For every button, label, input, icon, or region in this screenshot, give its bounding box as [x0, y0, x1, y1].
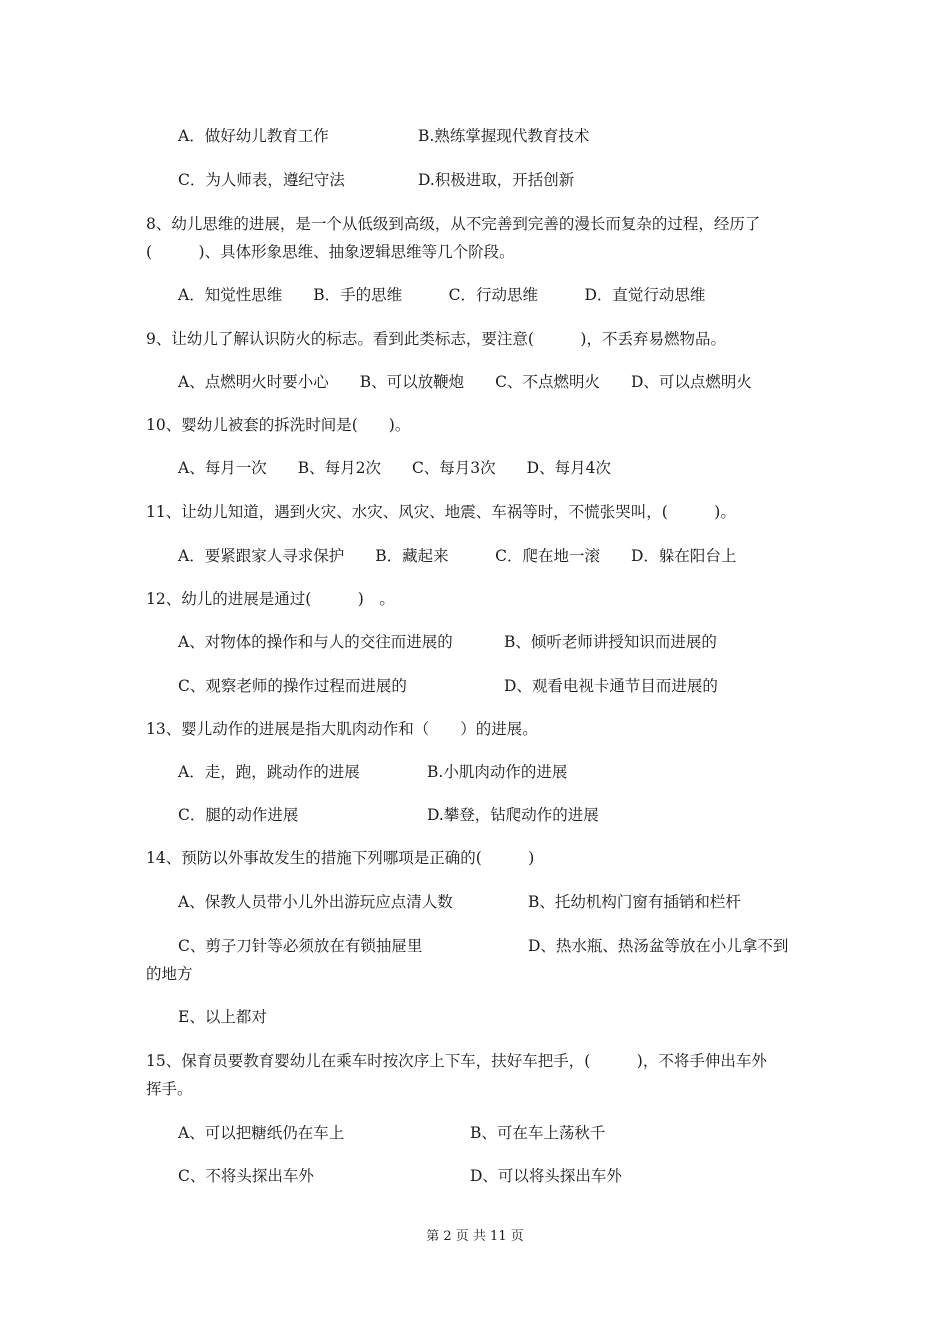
option-line: A、可以把糖纸仍在车上 [178, 1124, 345, 1142]
question-line: 的地方 [146, 965, 193, 983]
option-line: C．腿的动作进展 [178, 806, 299, 824]
option-line: A、对物体的操作和与人的交往而进展的 [178, 633, 453, 651]
page-footer: 第 2 页 共 11 页 [426, 1229, 524, 1244]
option-line: E、以上都对 [178, 1008, 267, 1026]
option-line-col2: D、热水瓶、热汤盆等放在小儿拿不到 [528, 937, 789, 955]
question-line: 10、婴幼儿被套的拆洗时间是( )。 [146, 416, 411, 434]
question-line: ( )、具体形象思维、抽象逻辑思维等几个阶段。 [146, 243, 515, 261]
option-line: A．做好幼儿教育工作 [178, 127, 329, 145]
option-line-col2: B、托幼机构门窗有插销和栏杆 [528, 893, 741, 911]
question-line: 12、幼儿的进展是通过( ) 。 [146, 590, 395, 608]
question-line: 9、让幼儿了解认识防火的标志。看到此类标志，要注意( )，不丢弃易燃物品。 [146, 330, 726, 348]
option-line: A．要紧跟家人寻求保护 B．藏起来 C．爬在地一滚 D．躲在阳台上 [178, 547, 737, 565]
option-line: C、不将头探出车外 [178, 1167, 314, 1185]
question-line: 14、预防以外事故发生的措施下列哪项是正确的( ) [146, 849, 535, 867]
question-line: 13、婴儿动作的进展是指大肌肉动作和（ ）的进展。 [146, 720, 538, 738]
question-line: 11、让幼儿知道，遇到火灾、水灾、风灾、地震、车祸等时，不慌张哭叫，( )。 [146, 503, 736, 521]
option-line: A．知觉性思维 B．手的思维 C．行动思维 D．直觉行动思维 [178, 286, 706, 304]
option-line-col2: D、可以将头探出车外 [470, 1167, 622, 1185]
option-line: A．走，跑，跳动作的进展 [178, 763, 360, 781]
option-line: C、剪子刀针等必须放在有锁抽屉里 [178, 937, 423, 955]
option-line-col2: D.攀登，钻爬动作的进展 [427, 806, 599, 824]
option-line-col2: D.积极进取，开括创新 [418, 171, 575, 189]
option-line: C．为人师表，遵纪守法 [178, 171, 345, 189]
option-line: A、点燃明火时要小心 B、可以放鞭炮 C、不点燃明火 D、可以点燃明火 [178, 373, 752, 391]
question-line: 8、幼儿思维的进展，是一个从低级到高级，从不完善到完善的漫长而复杂的过程，经历了 [146, 215, 761, 233]
option-line: A、保教人员带小儿外出游玩应点清人数 [178, 893, 453, 911]
option-line-col2: B、倾听老师讲授知识而进展的 [504, 633, 717, 651]
option-line-col2: D、观看电视卡通节目而进展的 [504, 677, 718, 695]
option-line: A、每月一次 B、每月2次 C、每月3次 D、每月4次 [178, 459, 611, 477]
option-line-col2: B.小肌肉动作的进展 [427, 763, 568, 781]
question-line: 15、保育员要教育婴幼儿在乘车时按次序上下车，扶好车把手，( )，不将手伸出车外 [146, 1052, 767, 1070]
option-line-col2: B、可在车上荡秋千 [470, 1124, 606, 1142]
question-line: 挥手。 [146, 1080, 193, 1098]
option-line: C、观察老师的操作过程而进展的 [178, 677, 407, 695]
option-line-col2: B.熟练掌握现代教育技术 [418, 127, 590, 145]
